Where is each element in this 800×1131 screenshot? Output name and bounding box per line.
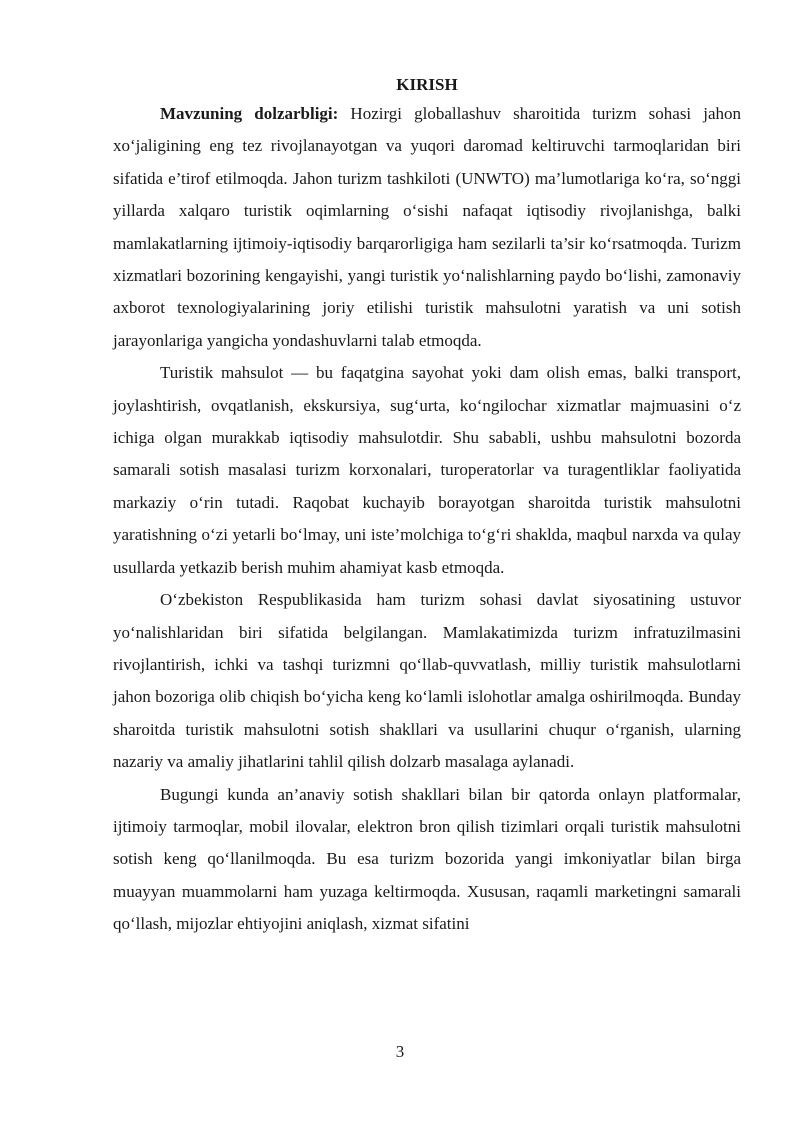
page-number: 3 — [395, 1042, 405, 1061]
paragraph-uzbekistan — [113, 584, 741, 778]
paragraph-text: Turistik mahsulot — bu faqatgina sayohat yoki dam olish emas, balki transport, joylashtirish, ovqatlanish, ekskursiya, sug‘urta, ko‘ngilochar xizmatlar majmuasini o‘z ichiga olgan murakkab iqtisodiy mahsulotdir. Shu sababli, ushbu mahsulotni bozorda samarali sotish masalasi turizm korxonalari, turoperatorlar va turagentliklar faoliyatida markaziy o‘rin tutadi. Raqobat kuchayib borayotgan sharoitda turistik mahsulotni yaratishning o‘zi yetarli bo‘lmay, uni iste’molchiga to‘g‘ri shaklda, maqbul narxda va qulay usullarda yetkazib berish muhim ahamiyat kasb etmoqda. — [113, 363, 741, 577]
section-heading: KIRISH — [396, 75, 458, 94]
document-page — [113, 72, 741, 941]
paragraph-text: Bugungi kunda an’anaviy sotish shakllari bilan bir qatorda onlayn platformalar, ijtimoiy tarmoqlar, mobil ilovalar, elektron bron qilish tizimlari orqali turistik mahsulotni sotish keng qo‘llanilmoqda. Bu esa turizm bozorida yangi imkoniyatlar bilan birga muayyan muammolarni ham yuzaga keltirmoqda. Xususan, raqamli marketingni samarali qo‘llash, mijozlar ehtiyojini aniqlash, xizmat sifatini — [113, 784, 741, 934]
paragraph-lead: Mavzuning dolzarbligi: — [160, 104, 339, 123]
paragraph-tourist-product — [113, 357, 741, 584]
paragraph-text: Hozirgi globallashuv sharoitida turizm sohasi jahon xo‘jaligining eng tez rivojlanayotgan va yuqori daromad keltiruvchi tarmoqlaridan biri sifatida e’tirof etilmoqda. Jahon turizm tashkiloti (UNWTO) ma’lumotlariga ko‘ra, so‘nggi yillarda xalqaro turistik oqimlarning o‘sishi nafaqat iqtisodiy rivojlanishga, balki mamlakatlarning ijtimoiy-iqtisodiy barqarorligiga ham sezilarli ta’sir ko‘rsatmoqda. Turizm xizmatlari bozorining kengayishi, yangi turistik yo‘nalishlarning paydo bo‘lishi, zamonaviy axborot texnologiyalarining joriy etilishi turistik mahsulotni yaratish va uni sotish jarayonlariga yangicha yondashuvlarni talab etmoqda. — [113, 104, 742, 350]
paragraph-modern-sales — [113, 779, 741, 941]
paragraph-relevance — [113, 98, 741, 357]
paragraph-text: O‘zbekiston Respublikasida ham turizm sohasi davlat siyosatining ustuvor yo‘nalishlaridan biri sifatida belgilangan. Mamlakatimizda turizm infratuzilmasini rivojlantirish, ichki va tashqi turizmni qo‘llab-quvvatlash, milliy turistik mahsulotlarni jahon bozoriga olib chiqish bo‘yicha keng ko‘lamli islohotlar amalga oshirilmoqda. Bunday sharoitda turistik mahsulotni sotish shakllari va usullarini chuqur o‘rganish, ularning nazariy va amaliy jihatlarini tahlil qilish dolzarb masalaga aylanadi. — [113, 590, 741, 772]
